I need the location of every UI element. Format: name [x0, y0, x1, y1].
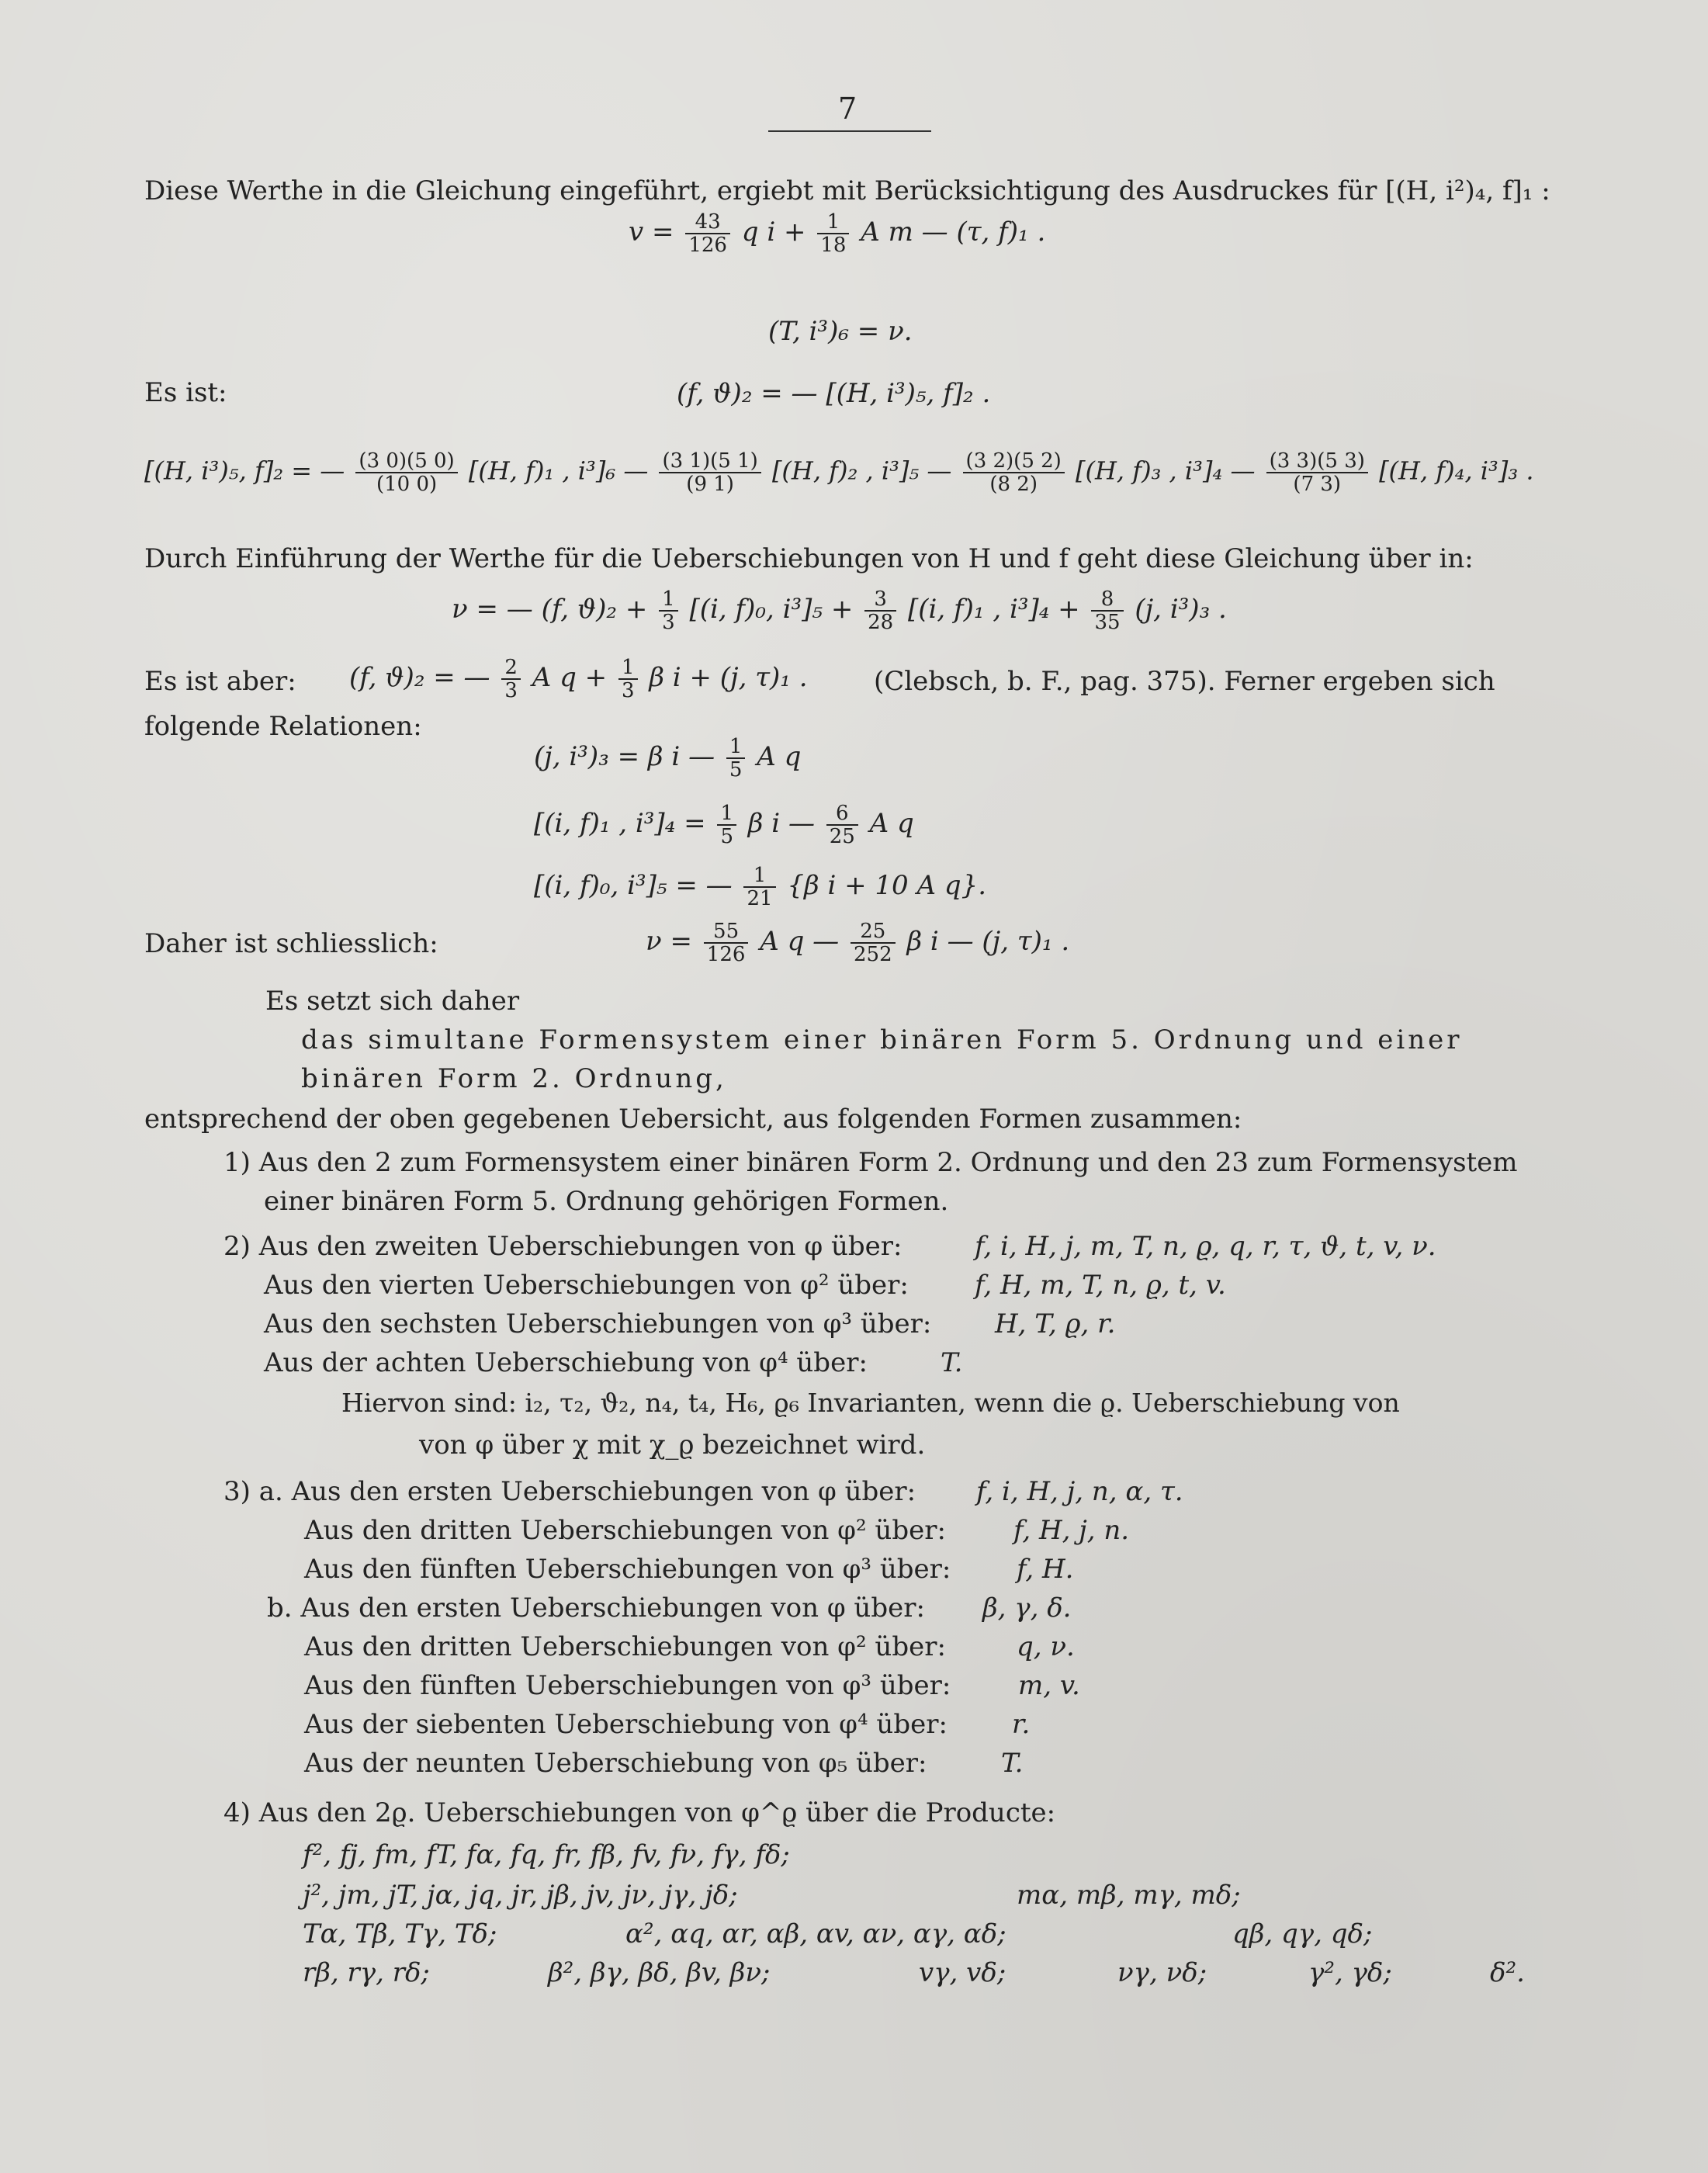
- item-2-line-2-label: Aus den vierten Ueberschiebungen von φ² über:: [264, 1270, 909, 1301]
- item-3b-line-5-values: T.: [1001, 1748, 1024, 1779]
- item-3b-line-3-values: m, v.: [1018, 1670, 1080, 1701]
- item-3b-line-4-label: Aus der siebenten Ueberschiebung von φ⁴ über:: [304, 1709, 948, 1740]
- paragraph-es-setzt: Es setzt sich daher: [265, 986, 520, 1017]
- page-number: 7: [838, 92, 857, 126]
- item-2-line-1-label: 2) Aus den zweiten Ueberschiebungen von φ über:: [223, 1231, 903, 1262]
- fraction: $\frac{1}{3}$: [659, 588, 678, 633]
- paragraph-durch: Durch Einführung der Werthe für die Ueberschiebungen von H und f geht diese Gleichung über in:: [144, 543, 1474, 574]
- item-3b-line-5-label: Aus der neunten Ueberschiebung von φ₅ über:: [304, 1748, 927, 1779]
- equation-f-theta-2: (f, ϑ)₂ = — $\frac{2}{3}$ A q + $\frac{1}{3}$ β i + (j, τ)₁ .: [349, 656, 808, 702]
- relation-1: (j, i³)₃ = β i — $\frac{1}{5}$ A q: [534, 735, 802, 782]
- binomial-fraction: $\frac{(3 2)(5 2)}{(8 2)}$: [963, 450, 1065, 495]
- item-2-line-1-values: f, i, H, j, m, T, n, ϱ, q, r, τ, ϑ, t, v, ν.: [975, 1231, 1436, 1262]
- label-es-ist: Es ist:: [144, 377, 227, 408]
- fraction: $\frac{6}{25}$: [826, 802, 858, 847]
- product-row-4-e: γ², γδ;: [1308, 1957, 1392, 1988]
- clebsch-reference: (Clebsch, b. F., pag. 375). Ferner ergeben sich: [874, 666, 1495, 697]
- fraction: $\frac{8}{35}$: [1091, 588, 1123, 633]
- item-3a-line-2-values: f, H, j, n.: [1013, 1515, 1130, 1546]
- item-1-line-1: 1) Aus den 2 zum Formensystem einer binären Form 2. Ordnung und den 23 zum Formensystem: [223, 1147, 1518, 1178]
- equation-v: v = $\frac{43}{126}$ q i + $\frac{1}{18}$ A m — (τ, f)₁ .: [629, 210, 1046, 257]
- product-row-3-c: qβ, qγ, qδ;: [1232, 1918, 1373, 1949]
- relation-2: [(i, f)₁ , i³]₄ = $\frac{1}{5}$ β i — $\frac{6}{25}$ A q: [534, 802, 914, 848]
- equation-f-theta: (f, ϑ)₂ = — [(H, i³)₅, f]₂ .: [677, 378, 991, 409]
- equation-nu: ν = — (f, ϑ)₂ + $\frac{1}{3}$ [(i, f)₀, i³]₅ + $\frac{3}{28}$ [(i, f)₁ , i³]₄ + $\frac{8}{35}$ (j, i³)₃ .: [452, 587, 1227, 634]
- equation-final-nu: ν = $\frac{55}{126}$ A q — $\frac{25}{252}$ β i — (j, τ)₁ .: [646, 920, 1070, 966]
- product-row-3-b: α², αq, αr, αβ, αv, αν, αγ, αδ;: [625, 1918, 1006, 1949]
- item-3a-line-3-label: Aus den fünften Ueberschiebungen von φ³ über:: [304, 1554, 951, 1585]
- label-es-ist-aber: Es ist aber:: [144, 666, 296, 697]
- product-row-2-b: mα, mβ, mγ, mδ;: [1017, 1880, 1241, 1911]
- fraction: $\frac{1}{3}$: [618, 657, 638, 702]
- product-row-4-b: β², βγ, βδ, βv, βν;: [548, 1957, 771, 1988]
- product-row-4-a: rβ, rγ, rδ;: [303, 1957, 430, 1988]
- hiervon-line-1: Hiervon sind: i₂, τ₂, ϑ₂, n₄, t₄, H₆, ϱ₆ Invarianten, wenn die ϱ. Ueberschiebung von: [341, 1388, 1400, 1418]
- fraction: $\frac{2}{3}$: [501, 657, 521, 702]
- equation-T-i3: (T, i³)₆ = ν.: [768, 316, 913, 347]
- fraction: $\frac{3}{28}$: [864, 588, 896, 633]
- product-row-2-a: j², jm, jT, jα, jq, jr, jβ, jv, jν, jγ, jδ;: [303, 1880, 738, 1911]
- item-2-line-3-label: Aus den sechsten Ueberschiebungen von φ³ über:: [264, 1308, 932, 1339]
- item-2-line-2-values: f, H, m, T, n, ϱ, t, v.: [975, 1270, 1226, 1301]
- item-4-heading: 4) Aus den 2ϱ. Ueberschiebungen von φ^ϱ über die Producte:: [223, 1797, 1056, 1828]
- item-3a-line-3-values: f, H.: [1017, 1554, 1074, 1585]
- hiervon-line-2: von φ über χ mit χ_ϱ bezeichnet wird.: [419, 1430, 926, 1461]
- label-folgende-relationen: folgende Relationen:: [144, 711, 422, 742]
- spaced-heading-line-1: das simultane Formensystem einer binären Form 5. Ordnung und einer: [301, 1024, 1463, 1055]
- product-row-1: f², fj, fm, fT, fα, fq, fr, fβ, fv, fν, fγ, fδ;: [303, 1839, 790, 1870]
- item-1-line-2: einer binären Form 5. Ordnung gehörigen Formen.: [264, 1186, 949, 1217]
- item-3a-line-1-label: 3) a. Aus den ersten Ueberschiebungen von φ über:: [223, 1476, 916, 1507]
- item-3b-line-2-values: q, ν.: [1017, 1631, 1075, 1662]
- fraction: $\frac{55}{126}$: [704, 920, 749, 965]
- product-row-4-c: vγ, vδ;: [919, 1957, 1006, 1988]
- item-3b-line-1-label: b. Aus den ersten Ueberschiebungen von φ über:: [267, 1592, 925, 1624]
- item-3b-line-1-values: β, γ, δ.: [982, 1592, 1072, 1624]
- product-row-3-a: Tα, Tβ, Tγ, Tδ;: [303, 1918, 497, 1949]
- item-3b-line-2-label: Aus den dritten Ueberschiebungen von φ² über:: [304, 1631, 946, 1662]
- product-row-4-d: νγ, νδ;: [1117, 1957, 1207, 1988]
- spaced-heading-line-2: binären Form 2. Ordnung,: [301, 1063, 727, 1094]
- item-3b-line-4-values: r.: [1012, 1709, 1031, 1740]
- relation-3: [(i, f)₀, i³]₅ = — $\frac{1}{21}$ {β i + 10 A q}.: [534, 864, 987, 910]
- eq-lhs: v =: [629, 217, 674, 248]
- item-3a-line-2-label: Aus den dritten Ueberschiebungen von φ² über:: [304, 1515, 946, 1546]
- fraction: $\frac{1}{5}$: [726, 736, 746, 781]
- item-3a-line-1-values: f, i, H, j, n, α, τ.: [976, 1476, 1183, 1507]
- paragraph-entsprechend: entsprechend der oben gegebenen Uebersicht, aus folgenden Formen zusammen:: [144, 1104, 1242, 1135]
- equation-binomial-expansion: [(H, i³)₅, f]₂ = — $\frac{(3 0)(5 0)}{(10 0)}$ [(H, f)₁ , i³]₆ — $\frac{(3 1)(5 1)}{(9 1)}$ [(H, f)₂ , i³]₅ — $\frac{(3 2)(5 2)}{(8 2)}$ [(H, f)₃ , i³]₄ — $\frac{(3 3)(5 3)}{(7 3)}$ [(H, f)₄, i³]₃ .: [144, 449, 1534, 496]
- page-number-rule: [768, 130, 931, 132]
- item-2-line-4-values: T.: [941, 1347, 963, 1378]
- item-2-line-4-label: Aus der achten Ueberschiebung von φ⁴ über:: [264, 1347, 868, 1378]
- fraction: $\frac{1}{5}$: [717, 802, 736, 847]
- fraction: $\frac{43}{126}$: [685, 211, 730, 256]
- item-2-line-3-values: H, T, ϱ, r.: [995, 1308, 1116, 1339]
- fraction: $\frac{25}{252}$: [851, 920, 896, 965]
- item-3b-line-3-label: Aus den fünften Ueberschiebungen von φ³ über:: [304, 1670, 951, 1701]
- product-row-4-f: δ².: [1490, 1957, 1525, 1988]
- fraction: $\frac{1}{21}$: [743, 865, 775, 910]
- binomial-fraction: $\frac{(3 0)(5 0)}{(10 0)}$: [355, 450, 457, 495]
- binomial-fraction: $\frac{(3 1)(5 1)}{(9 1)}$: [659, 450, 760, 495]
- label-daher: Daher ist schliesslich:: [144, 928, 438, 959]
- binomial-fraction: $\frac{(3 3)(5 3)}{(7 3)}$: [1266, 450, 1368, 495]
- paragraph-intro: Diese Werthe in die Gleichung eingeführt, ergiebt mit Berücksichtigung des Ausdruckes für [(H, i²)₄, f]₁ :: [144, 175, 1550, 206]
- fraction: $\frac{1}{18}$: [817, 211, 849, 256]
